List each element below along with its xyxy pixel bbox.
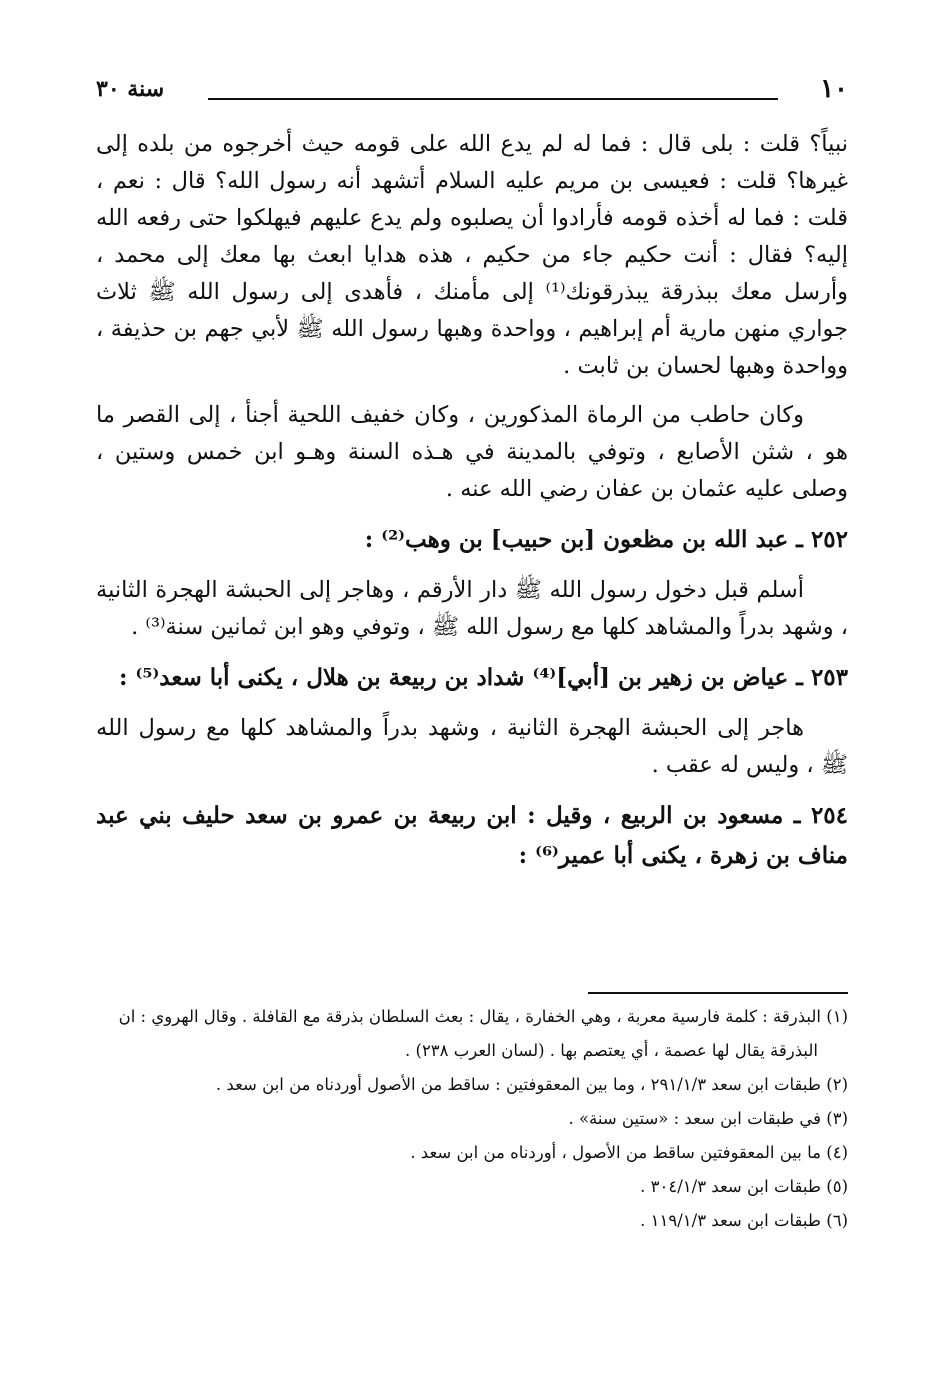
footnote-3: (٣) في طبقات ابن سعد : «ستين سنة» .: [568, 1109, 848, 1128]
paragraph-4: هاجر إلى الحبشة الهجرة الثانية ، وشهد بدراً والمشاهد كلها مع رسول الله ﷺ ، وليس له عقب .: [96, 715, 848, 778]
footnote-2: (٢) طبقات ابن سعد ٢٩١/١/٣ ، وما بين المعقوفتين : ساقط من الأصول أوردناه من ابن سعد .: [215, 1075, 848, 1094]
header-rule: [208, 98, 778, 100]
footnote-6: (٦) طبقات ابن سعد ١١٩/١/٣ .: [640, 1211, 848, 1230]
paragraph-1: نبياً؟ قلت : بلى قال : فما له لم يدع الله على قومه حيث أخرجوه من بلده إلى غيرها؟ قلت : فعيسى بن مريم عليه السلام أتشهد أنه رسول الله؟ قال : نعم ، قلت : فما له أخذه قومه فأرادوا أن يصلبوه ولم يدع عليهم فيهلكوا حتى رفعه الله إليه؟ فقال : أنت حكيم جاء من حكيم ، هذه هدايا ابعث بها معك إلى محمد ، وأرسل معك ببذرقة يبذرقونك⁽¹⁾ إلى مأمنك ، فأهدى إلى رسول الله ﷺ ثلاث جواري منهن مارية أم إبراهيم ، وواحدة وهبها رسول الله ﷺ لأبي جهم بن حذيفة ، وواحدة وهبها لحسان بن ثابت .: [96, 131, 848, 379]
footnotes: [96, 1000, 848, 1238]
footnote-4: (٤) ما بين المعقوفتين ساقط من الأصول ، أوردناه من ابن سعد .: [410, 1143, 848, 1162]
footnote-1: (١) البذرقة : كلمة فارسية معربة ، وهي الخفارة ، يقال : بعث السلطان بذرقة مع القافلة . وقال الهروي : ان: [118, 1007, 848, 1026]
main-text: [96, 126, 848, 888]
paragraph-3: أسلم قبل دخول رسول الله ﷺ دار الأرقم ، وهاجر إلى الحبشة الهجرة الثانية ، وشهد بدراً والمشاهد كلها مع رسول الله ﷺ ، وتوفي وهو ابن ثمانين سنة⁽³⁾ .: [96, 577, 848, 640]
page-number: ١٠: [820, 74, 848, 104]
footnote-5: (٥) طبقات ابن سعد ٣٠٤/١/٣ .: [640, 1177, 848, 1196]
paragraph-2: وكان حاطب من الرماة المذكورين ، وكان خفيف اللحية أجنأ ، إلى القصر ما هو ، شثن الأصابع ، وتوفي بالمدينة في هـذه السنة وهـو ابن خمس وستين ، وصلى عليه عثمان بن عفان رضي الله عنه .: [96, 402, 848, 502]
footnote-rule: [588, 992, 848, 994]
entry-heading-253: ٢٥٣ ـ عياض بن زهير بن [أبي]⁽⁴⁾ شداد بن ربيعة بن هلال ، يكنى أبا سعد⁽⁵⁾ :: [119, 664, 848, 691]
footnote-1-continued: البذرقة يقال لها عصمة ، أي يعتصم بها . (لسان العرب ٢٣٨) .: [405, 1041, 818, 1060]
entry-heading-254: ٢٥٤ ـ مسعود بن الربيع ، وقيل : ابن ربيعة بن عمرو بن سعد حليف بني عبد مناف بن زهرة ، يكنى أبا عمير⁽⁶⁾ :: [96, 802, 848, 869]
page-header: [96, 74, 848, 108]
entry-heading-252: ٢٥٢ ـ عبد الله بن مظعون [بن حبيب] بن وهب⁽²⁾ :: [364, 526, 848, 553]
running-head: سنة ٣٠: [96, 76, 165, 102]
